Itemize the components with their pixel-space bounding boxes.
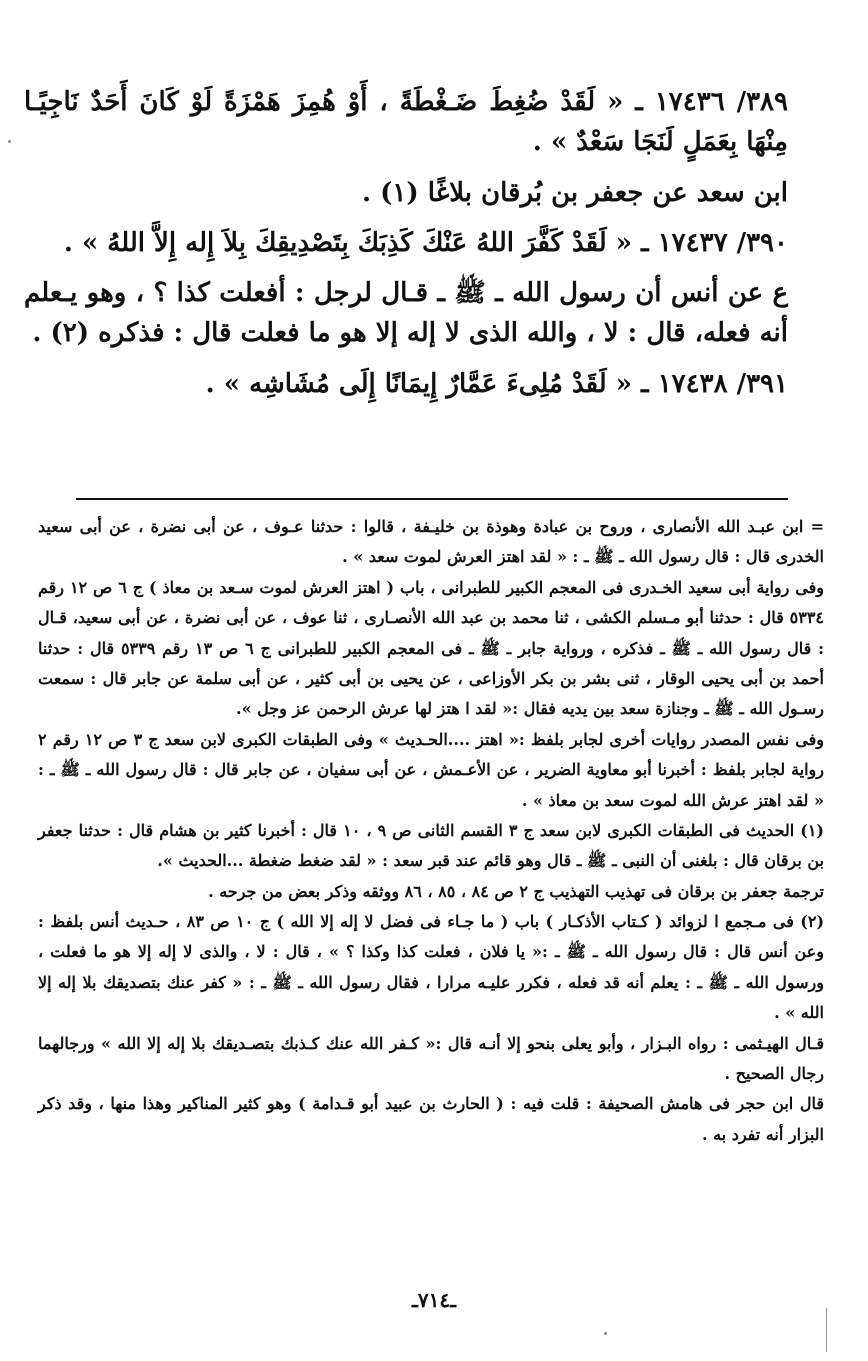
- footnote-1-biography: ترجمة جعفر بن برقان فى تهذيب التهذيب ج ٢ ص ٨٤ ، ٨٥ ، ٨٦ ووثقه وذكر بعض من جرحه .: [208, 881, 824, 901]
- footnote-2-ibn-hajar: قال ابن حجر فى هامش الصحيفة : قلت فيه : ( الحارث بن عبيد أبو قـدامة ) وهو كثير المناكير وهذا منها ، وقد ذكر البزار أنه تفرد به .: [38, 1094, 824, 1144]
- footnote-2: (٢) فى مـجمع ا لزوائد ( كـتاب الأذكـار ) باب ( ما جـاء فى فضل لا إله إلا الله ) ج ١٠ ص ٨٣ ، حـديث أنس بلفظ : وعن أنس قال : قال رسول الله ـ ﷺ ـ :« يا فلان ، فعلت كذا وكذا ؟ » ، قال : لا ، والذى لا إله إلا هو ما فعلت ، ورسول الله ـ ﷺ ـ : يعلم أنه قد فعله ، فكرر عليـه مرارا ، فقال رسول الله ـ ﷺ ـ : « كفر عنك بتصديقك بلا إله إلا الله » .: [38, 912, 825, 1023]
- footnote-separator: [76, 498, 788, 500]
- scan-speck: [604, 1332, 607, 1335]
- page-number: ـ٧١٤ـ: [412, 1288, 456, 1312]
- scan-edge-line: [826, 1308, 828, 1352]
- scan-speck: [8, 140, 11, 143]
- footnote-paragraph: وفى رواية أبى سعيد الخـدرى فى المعجم الكبير للطبرانى ، باب ( اهتز العرش لموت سـعد بن معاذ ) ج ٦ ص ١٢ رقم ٥٣٣٤ قال : حدثنا أبو مـسلم الكشى ، ثنا محمد بن عبد الله الأنصـارى ، ثنا عوف ، عن أبى نضرة ، عن أبى سعيد، قـال : قال رسول الله ـ ﷺ ـ فذكره ، ورواية جابر ـ ﷺ ـ فى المعجم الكبير للطبرانى ج ٦ ص ١٣ رقم ٥٣٣٩ قال : حدثنا أحمد بن أبى يحيى الوقار ، ثنى بشر بن بكر الأوزاعى ، عن يحيى بن أبى كثير ، عن أبى سلمة عن جابر قال : سمعت رسـول الله ـ ﷺ ـ وجنازة سعد بين يديه فقال :« لقد ا هتز لها عرش الرحمن عز وجل ».: [38, 577, 824, 719]
- hadith-entry-389: ٣٨٩/ ١٧٤٣٦ ـ « لَقَدْ ضُغِطَ ضَـغْطَةً ، أَوْ هُمِزَ هَمْزَةً لَوْ كَانَ أَحَدٌ نَاجِيًـا مِنْهَا بِعَمَلٍ لَنَجَا سَعْدٌ » .: [24, 87, 788, 158]
- footnote-continuation: = ابن عبـد الله الأنصارى ، وروح بن عبادة وهوذة بن خليـفة ، قالوا : حدثنا عـوف ، عن أبى نضرة ، عن أبى سعيد الخدرى قال : قال رسول الله ـ ﷺ ـ : « لقد اهتز العرش لموت سعد » .: [38, 517, 824, 567]
- hadith-entry-390: ٣٩٠/ ١٧٤٣٧ ـ « لَقَدْ كَفَّرَ اللهُ عَنْكَ كَذِبَكَ بِتَصْدِيقِكَ بِلاَ إِله إِلاَّ اللهُ » .: [63, 227, 788, 258]
- source-line-389: ابن سعد عن جعفر بن بُرقان بلاغًا (١) .: [361, 177, 788, 208]
- main-text: [24, 82, 828, 414]
- hadith-entry-391: ٣٩١/ ١٧٤٣٨ ـ « لَقَدْ مُلِىءَ عَمَّارٌ إِيمَانًا إِلَى مُشَاشِه » .: [205, 368, 788, 399]
- source-line-390: ع عن أنس أن رسول الله ـ ﷺ ـ قـال لرجل : أفعلت كذا ؟ ، وهو يـعلم أنه فعله، قال : لا ، والله الذى لا إله إلا هو ما فعلت قال : فذكره (٢) .: [24, 278, 788, 349]
- footnote-paragraph: وفى نفس المصدر روايات أخرى لجابر بلفظ :« اهتز ....الحـديث » وفى الطبقات الكبرى لابن سعد ج ٣ ص ١٢ رقم ٢ رواية لجابر بلفظ : أخبرنا أبو معاوية الضرير ، عن الأعـمش ، عن أبى سفيان ، عن جابر قال : قال رسول الله ـ ﷺ ـ : « لقد اهتز عرش الله لموت سعد بن معاذ » .: [38, 729, 825, 810]
- footnote-2-haythami: قـال الهيـثمى : رواه البـزار ، وأبو يعلى بنحو إلا أنـه قال :« كـفر الله عنك كـذبك بتصـديقك بلا إله إلا الله » ورجالهما رجال الصحيح .: [38, 1033, 824, 1084]
- footnote-1: (١) الحديث فى الطبقات الكبرى لابن سعد ج ٣ القسم الثانى ص ٩ ، ١٠ قال : أخبرنا كثير بن هشام قال : حدثنا جعفر بن برقان قال : بلغنى أن النبى ـ ﷺ ـ قال وهو قائم عند قبر سعد : « لقد ضغط ضغطة ...الحديث ».: [38, 820, 824, 871]
- footnotes: [38, 512, 824, 1150]
